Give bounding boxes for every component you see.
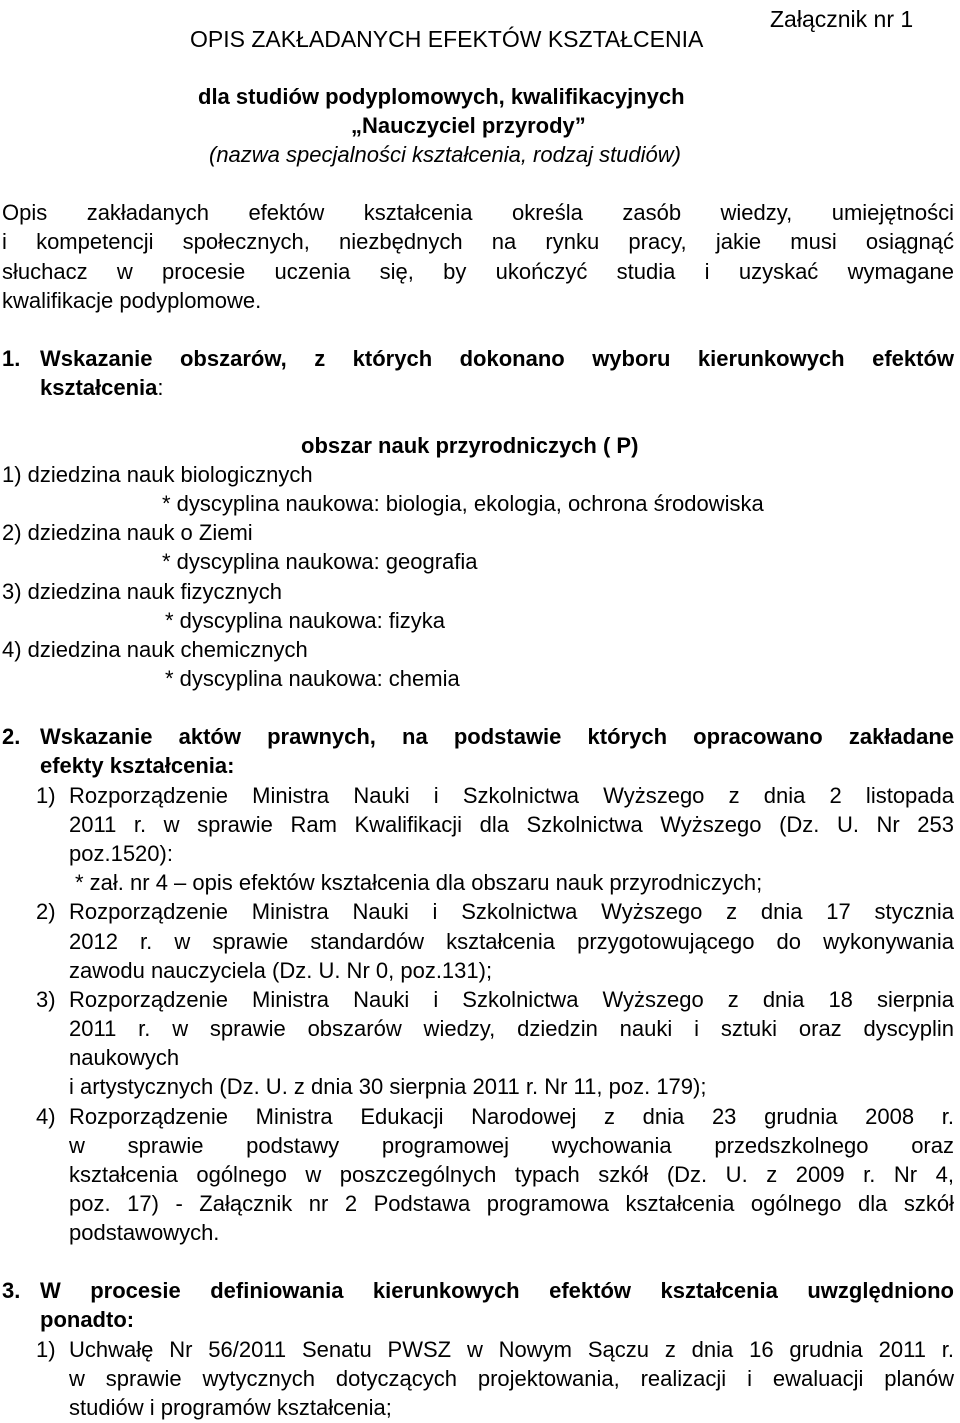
list-item-line: zawodu nauczyciela (Dz. U. Nr 0, poz.131); <box>69 958 493 983</box>
intro-line: kwalifikacje podyplomowe. <box>2 288 262 313</box>
section-heading-word: kształcenia <box>40 375 158 400</box>
list-item-line: studiów i programów kształcenia; <box>69 1395 392 1420</box>
list-item-line: 2011 r. w sprawie obszarów wiedzy, dziedzin nauki i sztuki oraz dyscyplin <box>69 1016 954 1041</box>
attachment-label: Załącznik nr 1 <box>770 6 914 32</box>
domain-item: 4) dziedzina nauk chemicznych <box>2 637 308 662</box>
section-heading-colon: : <box>157 375 164 400</box>
document-title: OPIS ZAKŁADANYCH EFEKTÓW KSZTAŁCENIA <box>190 26 704 52</box>
subtitle-line-1: dla studiów podyplomowych, kwalifikacyjnych <box>198 84 685 109</box>
area-heading: obszar nauk przyrodniczych ( P) <box>301 433 639 458</box>
list-item-line: Rozporządzenie Ministra Nauki i Szkolnictwa Wyższego z dnia 17 stycznia <box>69 899 954 924</box>
discipline-item: * dyscyplina naukowa: geografia <box>162 549 478 574</box>
section-number: 2. <box>2 724 21 749</box>
section-heading: Wskazanie obszarów, z których dokonano wyboru kierunkowych efektów <box>40 346 954 371</box>
list-item-line: poz. 17) - Załącznik nr 2 Podstawa programowa kształcenia ogólnego dla szkół <box>69 1191 954 1216</box>
discipline-item: * dyscyplina naukowa: chemia <box>165 666 460 691</box>
list-item-line: Uchwałę Nr 56/2011 Senatu PWSZ w Nowym Sączu z dnia 16 grudnia 2011 r. <box>69 1337 954 1362</box>
subtitle-line-2: „Nauczyciel przyrody” <box>351 113 586 138</box>
intro-line: Opis zakładanych efektów kształcenia określa zasób wiedzy, umiejętności <box>2 200 954 225</box>
section-heading: Wskazanie aktów prawnych, na podstawie których opracowano zakładane <box>40 724 954 749</box>
section-heading-continued: ponadto: <box>40 1307 135 1332</box>
section-heading-continued: efekty kształcenia: <box>40 753 235 778</box>
list-item-line: w sprawie podstawy programowej wychowania przedszkolnego oraz <box>69 1133 954 1158</box>
list-item-line: podstawowych. <box>69 1220 220 1245</box>
domain-item: 2) dziedzina nauk o Ziemi <box>2 520 253 545</box>
list-item-line: w sprawie wytycznych dotyczących projektowania, realizacji i ewaluacji planów <box>69 1366 954 1391</box>
list-item-line: 2011 r. w sprawie Ram Kwalifikacji dla Szkolnictwa Wyższego (Dz. U. Nr 253 <box>69 812 954 837</box>
list-item-line: kształcenia ogólnego w poszczególnych typach szkół (Dz. U. z 2009 r. Nr 4, <box>69 1162 954 1187</box>
list-number: 2) <box>36 899 56 924</box>
list-item-line: 2012 r. w sprawie standardów kształcenia przygotowującego do wykonywania <box>69 929 954 954</box>
discipline-item: * dyscyplina naukowa: fizyka <box>165 608 446 633</box>
subtitle-line-3: (nazwa specjalności kształcenia, rodzaj studiów) <box>209 142 681 167</box>
discipline-item: * dyscyplina naukowa: biologia, ekologia, ochrona środowiska <box>162 491 764 516</box>
domain-item: 3) dziedzina nauk fizycznych <box>2 579 283 604</box>
list-number: 3) <box>36 987 56 1012</box>
list-number: 1) <box>36 1337 56 1362</box>
list-item-line: i artystycznych (Dz. U. z dnia 30 sierpnia 2011 r. Nr 11, poz. 179); <box>69 1074 707 1099</box>
list-item-line: Rozporządzenie Ministra Nauki i Szkolnictwa Wyższego z dnia 2 listopada <box>69 783 954 808</box>
list-item-line: Rozporządzenie Ministra Nauki i Szkolnictwa Wyższego z dnia 18 sierpnia <box>69 987 954 1012</box>
list-number: 1) <box>36 783 56 808</box>
section-number: 3. <box>2 1278 21 1303</box>
list-item-line: Rozporządzenie Ministra Edukacji Narodowej z dnia 23 grudnia 2008 r. <box>69 1104 954 1129</box>
section-heading: W procesie definiowania kierunkowych efektów kształcenia uwzględniono <box>40 1278 954 1303</box>
intro-line: słuchacz w procesie uczenia się, by ukończyć studia i uzyskać wymagane <box>2 259 954 284</box>
domain-item: 1) dziedzina nauk biologicznych <box>2 462 313 487</box>
section-heading-continued <box>40 373 164 403</box>
list-item-line: poz.1520): <box>69 841 173 866</box>
intro-line: i kompetencji społecznych, niezbędnych na rynku pracy, jakie musi osiągnąć <box>2 229 954 254</box>
section-number: 1. <box>2 346 21 371</box>
list-item-line: naukowych <box>69 1045 180 1070</box>
list-subitem: * zał. nr 4 – opis efektów kształcenia dla obszaru nauk przyrodniczych; <box>75 870 763 895</box>
list-number: 4) <box>36 1104 56 1129</box>
